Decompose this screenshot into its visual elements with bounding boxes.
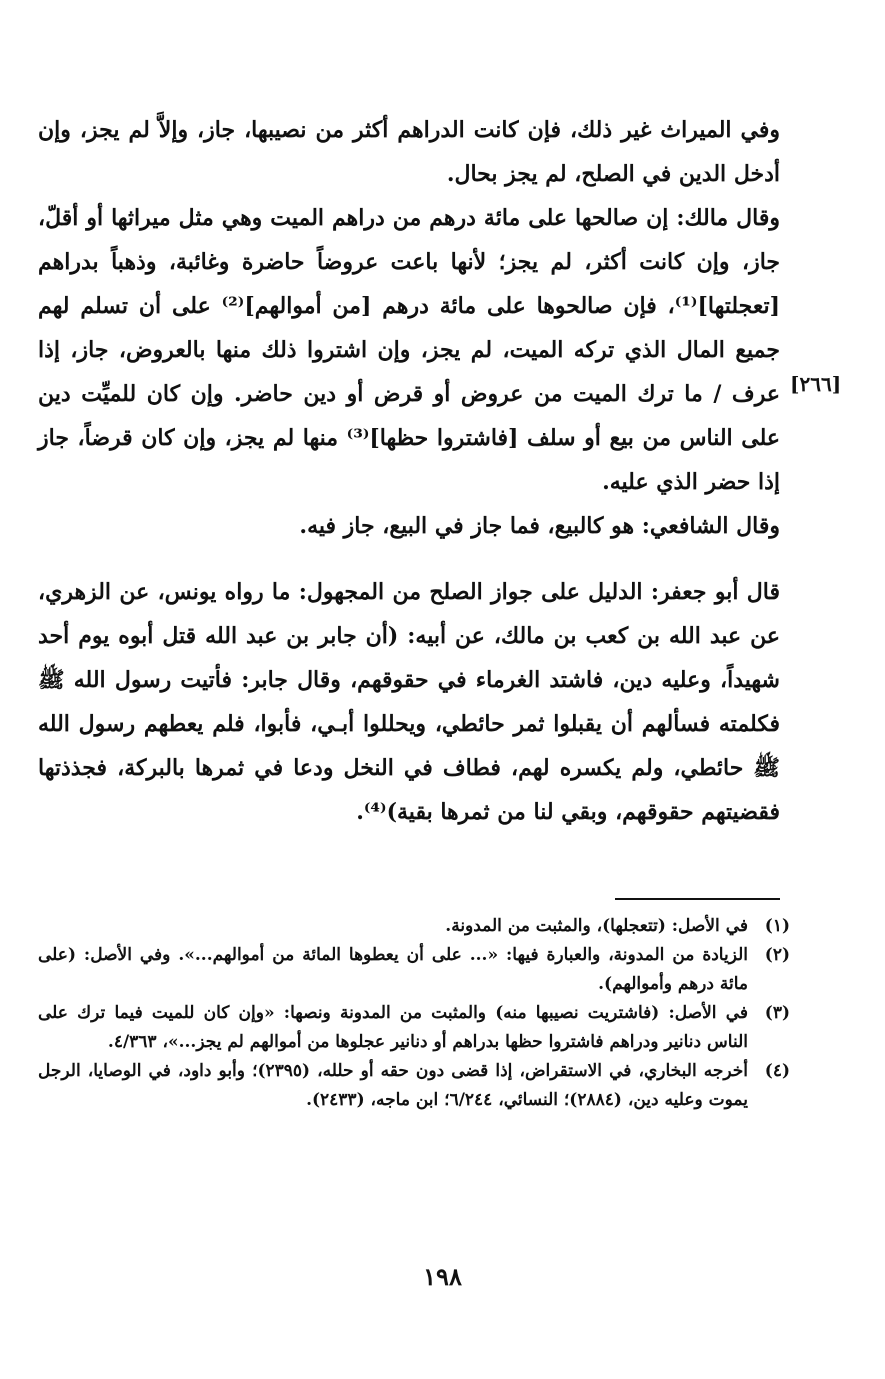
- footnote: [38, 941, 790, 999]
- paragraph: وقال الشافعي: هو كالبيع، فما جاز في البيع، جاز فيه.: [299, 513, 780, 539]
- footnote-number: (٢): [764, 945, 790, 965]
- paragraph: وقال مالك: إن صالحها على مائة درهم من دراهم الميت وهي مثل ميراثها أو أقلّ، جاز، وإن كانت أكثر، لم يجز؛ لأنها باعت عروضاً حاضرة وغائبة، وذهباً بدراهم [تعجلتها]⁽¹⁾، فإن صالحوها على مائة درهم [من أموالهم]⁽²⁾ على أن تسلم لهم جميع المال الذي تركه الميت، لم يجز، وإن اشتروا ذلك منها بالعروض، جاز، إذا عرف / ما ترك الميت من عروض أو قرض أو دين حاضر. وإن كان للميِّت دين على الناس من بيع أو سلف [فاشتروا حظها]⁽³⁾ منها لم يجز، وإن كان قرضاً، جاز إذا حضر الذي عليه.: [38, 205, 780, 495]
- footnote: [38, 912, 790, 941]
- footnote: [38, 999, 790, 1057]
- footnote-text: في الأصل: (تتعجلها)، والمثبت من المدونة.: [445, 916, 748, 936]
- footnote-separator: [615, 898, 780, 900]
- page-number: ١٩٨: [423, 1262, 462, 1291]
- footnote-text: الزيادة من المدونة، والعبارة فيها: «... على أن يعطوها المائة من أموالهم...». وفي الأصل: (على مائة درهم وأموالهم).: [38, 945, 748, 994]
- paragraph: وفي الميراث غير ذلك، فإن كانت الدراهم أكثر من نصيبها، جاز، وإلاَّ لم يجز، وإن أدخل الدين في الصلح، لم يجز بحال.: [38, 117, 780, 187]
- footnote-number: (٤): [764, 1061, 790, 1081]
- footnote: [38, 1057, 790, 1115]
- footnote-number: (٣): [764, 1003, 790, 1023]
- margin-page-reference: [٢٦٦]: [790, 372, 842, 396]
- paragraph: قال أبو جعفر: الدليل على جواز الصلح من المجهول: ما رواه يونس، عن الزهري، عن عبد الله بن كعب بن مالك، عن أبيه: (أن جابر بن عبد الله قتل أبوه يوم أحد شهيداً، وعليه دين، فاشتد الغرماء في حقوقهم، وقال جابر: فأتيت رسول الله ﷺ فكلمته فسألهم أن يقبلوا ثمر حائطي، ويحللوا أبـي، فأبوا، فلم يعطهم رسول الله ﷺ حائطي، ولم يكسره لهم، فطاف في النخل ودعا في ثمرها بالبركة، فجذذتها فقضيتهم حقوقهم، وبقي لنا من ثمرها بقية)⁽⁴⁾.: [38, 579, 780, 825]
- footnotes: [38, 912, 790, 1115]
- footnote-text: في الأصل: (فاشتريت نصيبها منه) والمثبت من المدونة ونصها: «وإن كان للميت فيما ترك على الناس دنانير ودراهم فاشتروا حظها بدراهم أو دنانير عجلوها من أموالهم لم يجز...»، ٤/٣٦٣.: [38, 1003, 748, 1052]
- main-text: [38, 108, 780, 834]
- footnote-text: أخرجه البخاري، في الاستقراض، إذا قضى دون حقه أو حلله، (٢٣٩٥)؛ وأبو داود، في الوصايا، الرجل يموت وعليه دين، (٢٨٨٤)؛ النسائي، ٦/٢٤٤؛ ابن ماجه، (٢٤٣٣).: [38, 1061, 748, 1110]
- footnote-number: (١): [764, 916, 790, 936]
